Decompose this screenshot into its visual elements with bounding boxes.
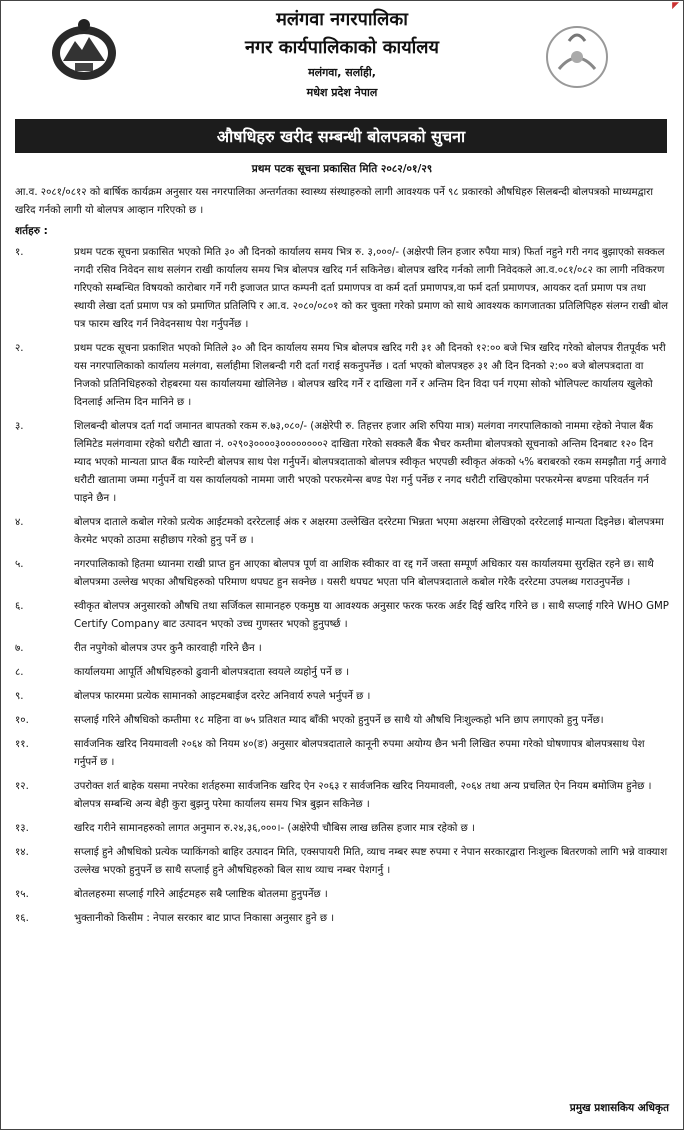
condition-text: रीत नपुगेको बोलपत्र उपर कुनै कारवाही गरिने छैन । <box>74 643 262 654</box>
condition-text: उपरोक्त शर्त बाहेक यसमा नपरेका शर्तहरुमा सार्वजनिक खरिद ऐन २०६३ र सार्वजनिक खरिद नियमावली, २०६४ तथा अन्य प्रचलित ऐन नियम बमोजिम हुनेछ । बोलपत्र सम्बन्धि अन्य बेही कुरा बुझनु परेमा कार्यालय समय भित्र बुझन सकिनेछ । <box>74 781 652 810</box>
condition-item <box>15 514 669 550</box>
corner-mark-icon: ◤ <box>672 1 679 11</box>
condition-item <box>15 736 669 772</box>
condition-item <box>15 640 669 658</box>
condition-item <box>15 556 669 592</box>
condition-item <box>15 664 669 682</box>
condition-text: सप्लाई गरिने औषधिको कम्तीमा १८ महिना वा ७५ प्रतिशत म्याद बाँकी भएको हुनुपर्ने छ साथै यो औषधि निःशुल्कहो भनि छाप लगाएको हुनु पर्नेछ। <box>74 715 604 726</box>
condition-number: १३. <box>15 823 29 834</box>
condition-number: १४. <box>15 847 29 858</box>
municipality-name: मलंगवा नगरपालिका <box>276 9 408 30</box>
condition-text: बोतलहरुमा सप्लाई गरिने आईटमहरु सबै प्लाष्टिक बोतलमा हुनुपर्नेछ । <box>74 889 328 900</box>
office-name: नगर कार्यपालिकाको कार्यालय <box>245 37 439 58</box>
condition-text: सप्लाई हुने औषधिको प्रत्येक प्याकिंगको बाहिर उत्पादन मिति, एक्सपायरी मिति, व्याच नम्बर स्पष्ट रुपमा र नेपान सरकारद्वारा निःशुल्क बितरणको लागि भन्ने वाक्याश उल्लेख भएको हुनुपर्ने छ साथै सप्लाई हुने औषधिहरुको बिल साथ व्याच नम्बर पेशगर्नु । <box>74 847 668 876</box>
condition-text: भुक्तानीको किसीम : नेपाल सरकार बाट प्राप्त निकासा अनुसार हुने छ । <box>74 913 335 924</box>
intro-paragraph: आ.व. २०८१/०८१२ को बार्षिक कार्यक्रम अनुसार यस नगरपालिका अन्तर्गतका स्वास्थ्य संस्थाहरुको लागी आवश्यक पर्ने ९८ प्रकारको औषधिहरु सिलबन्दी बोलपत्रको माध्यमद्वारा खरिद गर्नको लागी यो बोलपत्र आव्हान गरिएको छ । <box>15 187 653 216</box>
condition-number: ९. <box>15 691 24 702</box>
condition-item <box>15 820 669 838</box>
condition-item <box>15 886 669 904</box>
condition-text: कार्यालयमा आपूर्ति औषधिहरुको ढुवानी बोलपत्रदाता स्वयले व्यहोर्नु पर्ने छ । <box>74 667 350 678</box>
condition-number: ५. <box>15 559 24 570</box>
condition-number: १०. <box>15 715 29 726</box>
publish-date: प्रथम पटक सूचना प्रकासित मिति २०८२/०१/२९ <box>251 163 433 175</box>
condition-item <box>15 844 669 880</box>
condition-number: ६. <box>15 601 24 612</box>
condition-text: खरिद गरीने सामानहरुको लागत अनुमान रु.२४,३६,०००।- (अक्षेरेपी चौबिस लाख छतिस हजार मात्र रहेको छ । <box>74 823 475 834</box>
condition-number: १६. <box>15 913 29 924</box>
condition-number: १२. <box>15 781 29 792</box>
notice-title: औषधिहरु खरीद सम्बन्धी बोलपत्रको सुचना <box>15 119 667 153</box>
condition-item <box>15 688 669 706</box>
condition-text: प्रथम पटक सूचना प्रकाशित भएको मितिले ३० औ दिन कार्यालय समय भित्र बोलपत्र खरिद गरी ३१ औ दिनको १२:०० बजे भित्र खरिद गरेको बोलपत्र रीतपूर्वक भरी यस नगरपालिकाको कार्यालय मलंगवा, सर्लाहीमा शिलबन्दी गरी दर्ता गराई सकनुपर्नेछ । दर्ता भएको बोलपत्रहरु ३१ औ दिन दिनको २:०० बजे बोलपत्रदाता वा निजको प्रतिनिधिहरुको रोहबरमा यस कार्यालयमा खोलिनेछ । बोलपत्र खरिद गर्ने र दाखिला गर्ने र अन्तिम दिन विदा पर्न गएमा सोको भोलिपल्ट कार्यालय खुलेको दिनलाई अन्तिम दिन मानिने छ । <box>74 343 666 408</box>
condition-number: ८. <box>15 667 24 678</box>
condition-number: १. <box>15 247 24 258</box>
condition-text: बोलपत्र फारममा प्रत्येक सामानको आइटमबाईज दररेट अनिवार्य रुपले भर्नुपर्ने छ । <box>74 691 371 702</box>
conditions-title: शर्तहरु : <box>15 225 48 237</box>
conditions-list <box>15 244 669 928</box>
condition-item <box>15 598 669 634</box>
condition-item <box>15 244 669 334</box>
condition-text: बोलपत्र दाताले कबोल गरेको प्रत्येक आईटमको दररेटलाई अंक र अक्षरमा उल्लेखित दररेटमा भिन्नता भएमा अक्षरमा लेखिएको दररेटलाई मान्यता दिइनेछ। बोलपत्रमा केरमेट भएको ठाउमा सहीछाप गरेको हुनु पर्ने छ । <box>74 517 664 546</box>
condition-text: शिलबन्दी बोलपत्र दर्ता गर्दा जमानत बापतको रकम रु.७३,०८०/- (अक्षेरेपी रु. तिहत्तर हजार अशि रुपिया मात्र) मलंगवा नगरपालिकाको नाममा रहेको नेपाल बैंक लिमिटेड मलंगवामा रहेको धरौटी खाता नं. ०२९०३००००३००००००००२ दाखिता गरेको सक्कलै बैंक भैचर कम्तीमा बोलपत्रको सूचनाको अन्तिम दिनबाट १२० दिन म्याद भएको मान्यता प्राप्त बैंक ग्यारेन्टी बोलपत्र साथ पेश गर्नुपर्ने। बोलपत्रदाताको बोलपत्र स्वीकृत भएपछी स्वीकृत अंकको ५% बराबरको रकम समझौता गर्नु अगावे धरौटी खातामा जम्मा गर्नुपर्ने वा यस कार्यालयको नाममा जारी भएको परफरमेन्स बण्ड पेश गर्नु पर्नेछ र नगद धरौटी राखिएकोमा परफरमेन्स बण्डमा परिवर्तन गर्न पाइने छैन । <box>74 421 667 504</box>
address-line-2: मधेश प्रदेश नेपाल <box>306 86 378 99</box>
condition-number: ११. <box>15 739 29 750</box>
condition-item <box>15 712 669 730</box>
condition-item <box>15 910 669 928</box>
condition-text: प्रथम पटक सूचना प्रकासित भएको मिति ३० औ दिनको कार्यालय समय भित्र रु. ३,०००/- (अक्षेरपी लिन हजार रुपैया मात्र) फिर्ता नहुने गरी नगद बुझाएको सक्कल नगदी रसिव निवेदन साथ सलंगन राखी कार्यालय समय भित्र बोलपत्र खरिद गर्न सकिनेछ। बोलपत्र खरिद गर्नको लागी निवेदकले आ.व.०८१/०८२ का लागी नविकरण गरिएको सम्बन्धित विषयको कारोबार गर्ने गरी इजाजत प्राप्त कम्पनी दर्ता प्रमाणपत्र वा कर्म दर्ता प्रमाणपत्र,वा फर्म दर्ता प्रमाणपत्र, आयकर दर्ता प्रमाण पत्र तथा स्थायी लेखा दर्ता प्रमाण पत्र को प्रमाणित प्रतिलिपि र आ.व. २०८०/०८०१ को कर चुक्ता गरेको प्रमाण को साथे आवश्यक कागजातका प्रतिलिपिहरु संलग्न राखी बोल पत्र फारम खरिद गर्न निवेदनसाथ पेश गर्नुपर्नेछ । <box>74 247 669 330</box>
condition-item <box>15 778 669 814</box>
address-line-1: मलंगवा, सर्लाही, <box>308 66 376 79</box>
condition-text: नगरपालिकाको हितमा ध्यानमा राखी प्राप्त हुन आएका बोलपत्र पूर्ण वा आशिक स्वीकार वा रद्द गर्ने जस्ता सम्पूर्ण अधिकार यस कार्यालयमा सुरक्षित रहने छ। साथै बोलपत्रमा उल्लेख भएका औषधिहरुको परिमाण थपघट हुन सक्नेछ । यसरी थपघट भएता पनि बोलपत्रदाताले कबोल गरेकै दररेटमा उपलब्ध गराउनुपर्नेछ । <box>74 559 654 588</box>
condition-item <box>15 418 669 508</box>
condition-text: सार्वजनिक खरिद नियमावली २०६४ को नियम ४०(ङ) अनुसार बोलपत्रदाताले कानूनी रुपमा अयोग्य छैन भनी लिखित रुपमा गरेको घोषणापत्र बोलपत्रसाथ पेश गर्नुपर्ने छ । <box>74 739 645 768</box>
condition-number: २. <box>15 343 24 354</box>
condition-number: ३. <box>15 421 24 432</box>
condition-number: १५. <box>15 889 29 900</box>
condition-number: ४. <box>15 517 24 528</box>
condition-item <box>15 340 669 412</box>
condition-text: स्वीकृत बोलपत्र अनुसारको औषधि तथा सर्जिकल सामानहरु एकमुष्ठ या आवश्यक अनुसार फरक फरक अर्डर दिई खरिद गरिने छ । साथै सप्लाई गरिने WHO GMP Certify Company बाट उत्पादन भएको उच्च गुणस्तर भएको हुनुपर्ष्छ । <box>74 601 669 630</box>
letterhead <box>1 1 683 109</box>
signatory: प्रमुख प्रशासकिय अधिकृत <box>569 1102 669 1114</box>
condition-number: ७. <box>15 643 24 654</box>
